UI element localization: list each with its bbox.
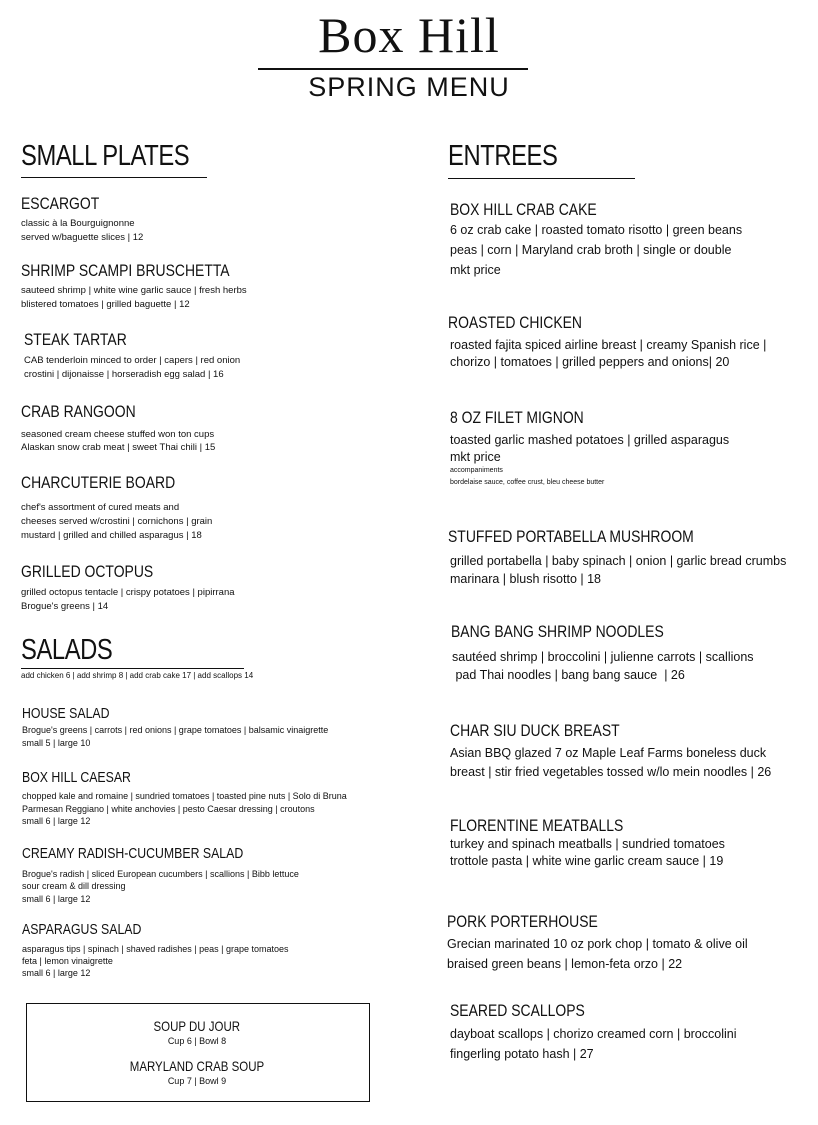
menu-item-desc: small 6 | large 12 — [22, 894, 91, 904]
menu-item-desc: Parmesan Reggiano | white anchovies | pesto Caesar dressing | croutons — [22, 804, 315, 814]
menu-item-desc: Brogue's radish | sliced European cucumbers | scallions | Bibb lettuce — [22, 869, 299, 879]
menu-item-desc: Asian BBQ glazed 7 oz Maple Leaf Farms boneless duck — [450, 746, 767, 760]
menu-item-desc: Alaskan snow crab meat | sweet Thai chili | 15 — [21, 442, 216, 453]
menu-item-name: HOUSE SALAD — [22, 705, 110, 722]
menu-item-desc: sour cream & dill dressing — [22, 881, 126, 891]
menu-item-desc: 6 oz crab cake | roasted tomato risotto | green beans — [450, 223, 743, 237]
menu-item-note: accompaniments — [450, 467, 503, 474]
menu-item-desc: CAB tenderloin minced to order | capers | red onion — [24, 355, 241, 366]
menu-subtitle: SPRING MENU — [308, 72, 510, 102]
menu-item-desc: grilled octopus tentacle | crispy potatoes | pipirrana — [21, 587, 235, 598]
menu-item-desc: served w/baguette slices | 12 — [21, 232, 144, 243]
menu-item-desc: sautéed shrimp | broccolini | julienne carrots | scallions — [452, 650, 754, 664]
menu-item-name: STEAK TARTAR — [24, 330, 127, 349]
menu-item-desc: pad Thai noodles | bang bang sauce | 26 — [452, 668, 685, 682]
menu-item-desc: roasted fajita spiced airline breast | creamy Spanish rice | — [450, 338, 767, 352]
menu-item-desc: breast | stir fried vegetables tossed w/lo mein noodles | 26 — [450, 765, 772, 779]
section-divider — [21, 668, 244, 669]
menu-item-desc: peas | corn | Maryland crab broth | single or double — [450, 243, 732, 257]
menu-item-name: BANG BANG SHRIMP NOODLES — [451, 622, 664, 641]
menu-item-name: ROASTED CHICKEN — [448, 313, 583, 332]
menu-item-name: CHAR SIU DUCK BREAST — [450, 721, 620, 740]
menu-item-desc: blistered tomatoes | grilled baguette | 12 — [21, 299, 190, 310]
menu-item-desc: toasted garlic mashed potatoes | grilled asparagus — [450, 433, 730, 447]
menu-item-desc: chopped kale and romaine | sundried tomatoes | toasted pine nuts | Solo di Bruna — [22, 791, 347, 801]
menu-item-desc: mkt price — [450, 450, 501, 464]
menu-item-desc: Brogue's greens | 14 — [21, 601, 109, 612]
section-title-small-plates: SMALL PLATES — [21, 140, 190, 172]
menu-item-desc: turkey and spinach meatballs | sundried tomatoes — [450, 837, 725, 851]
menu-item-name: ASPARAGUS SALAD — [22, 921, 142, 938]
menu-item-desc: braised green beans | lemon-feta orzo | 22 — [447, 957, 683, 971]
menu-item-name: SHRIMP SCAMPI BRUSCHETTA — [21, 261, 230, 280]
menu-item-note: bordelaise sauce, coffee crust, bleu cheese butter — [450, 479, 605, 486]
menu-item-name: ESCARGOT — [21, 194, 100, 213]
menu-item-desc: sauteed shrimp | white wine garlic sauce | fresh herbs — [21, 285, 247, 296]
section-divider — [21, 177, 207, 178]
menu-item-name: BOX HILL CRAB CAKE — [450, 200, 597, 219]
salad-addons: add chicken 6 | add shrimp 8 | add crab cake 17 | add scallops 14 — [21, 671, 254, 680]
menu-item-desc: Brogue's greens | carrots | red onions | grape tomatoes | balsamic vinaigrette — [22, 725, 329, 735]
section-title-entrees: ENTREES — [448, 140, 558, 172]
restaurant-name: Box Hill — [318, 7, 500, 63]
menu-item-desc: mkt price — [450, 263, 501, 277]
menu-item-name: GRILLED OCTOPUS — [21, 562, 154, 581]
menu-item-desc: crostini | dijonaisse | horseradish egg salad | 16 — [24, 369, 224, 380]
menu-item-name: CREAMY RADISH-CUCUMBER SALAD — [22, 845, 244, 862]
soup-name: MARYLAND CRAB SOUP — [129, 1058, 265, 1074]
menu-item-desc: dayboat scallops | chorizo creamed corn | broccolini — [450, 1027, 737, 1041]
soup-price: Cup 7 | Bowl 9 — [167, 1076, 227, 1086]
menu-item-desc: asparagus tips | spinach | shaved radishes | peas | grape tomatoes — [22, 944, 289, 954]
menu-item-desc: seasoned cream cheese stuffed won ton cups — [21, 429, 215, 440]
menu-item-name: BOX HILL CAESAR — [22, 769, 131, 786]
menu-item-desc: Grecian marinated 10 oz pork chop | tomato & olive oil — [447, 937, 748, 951]
menu-item-desc: trottole pasta | white wine garlic cream sauce | 19 — [450, 854, 724, 868]
soup-price: Cup 6 | Bowl 8 — [167, 1036, 227, 1046]
title-divider — [258, 68, 528, 70]
menu-item-desc: feta | lemon vinaigrette — [22, 956, 113, 966]
menu-item-desc: marinara | blush risotto | 18 — [450, 572, 602, 586]
soup-item — [26, 1058, 368, 1076]
soup-item — [26, 1018, 368, 1036]
menu-item-desc: chef's assortment of cured meats and — [21, 502, 180, 513]
menu-item-name: CRAB RANGOON — [21, 402, 136, 421]
menu-item-desc: mustard | grilled and chilled asparagus | 18 — [21, 530, 202, 541]
menu-item-desc: chorizo | tomatoes | grilled peppers and onions| 20 — [450, 355, 730, 369]
soup-name: SOUP DU JOUR — [153, 1018, 241, 1034]
menu-item-name: CHARCUTERIE BOARD — [21, 473, 176, 492]
menu-item-desc: small 6 | large 12 — [22, 816, 91, 826]
menu-item-desc: small 6 | large 12 — [22, 968, 91, 978]
menu-item-name: FLORENTINE MEATBALLS — [450, 816, 624, 835]
menu-item-name: PORK PORTERHOUSE — [447, 912, 598, 931]
section-divider — [448, 178, 635, 179]
menu-item-desc: classic à la Bourguignonne — [21, 218, 135, 229]
menu-item-desc: grilled portabella | baby spinach | onion | garlic bread crumbs — [450, 554, 787, 568]
menu-item-desc: cheeses served w/crostini | cornichons | grain — [21, 516, 213, 527]
menu-item-desc: fingerling potato hash | 27 — [450, 1047, 594, 1061]
menu-item-desc: small 5 | large 10 — [22, 738, 91, 748]
menu-item-name: 8 OZ FILET MIGNON — [450, 408, 584, 427]
menu-item-name: SEARED SCALLOPS — [450, 1001, 585, 1020]
menu-item-name: STUFFED PORTABELLA MUSHROOM — [448, 527, 694, 546]
section-title-salads: SALADS — [21, 634, 113, 666]
